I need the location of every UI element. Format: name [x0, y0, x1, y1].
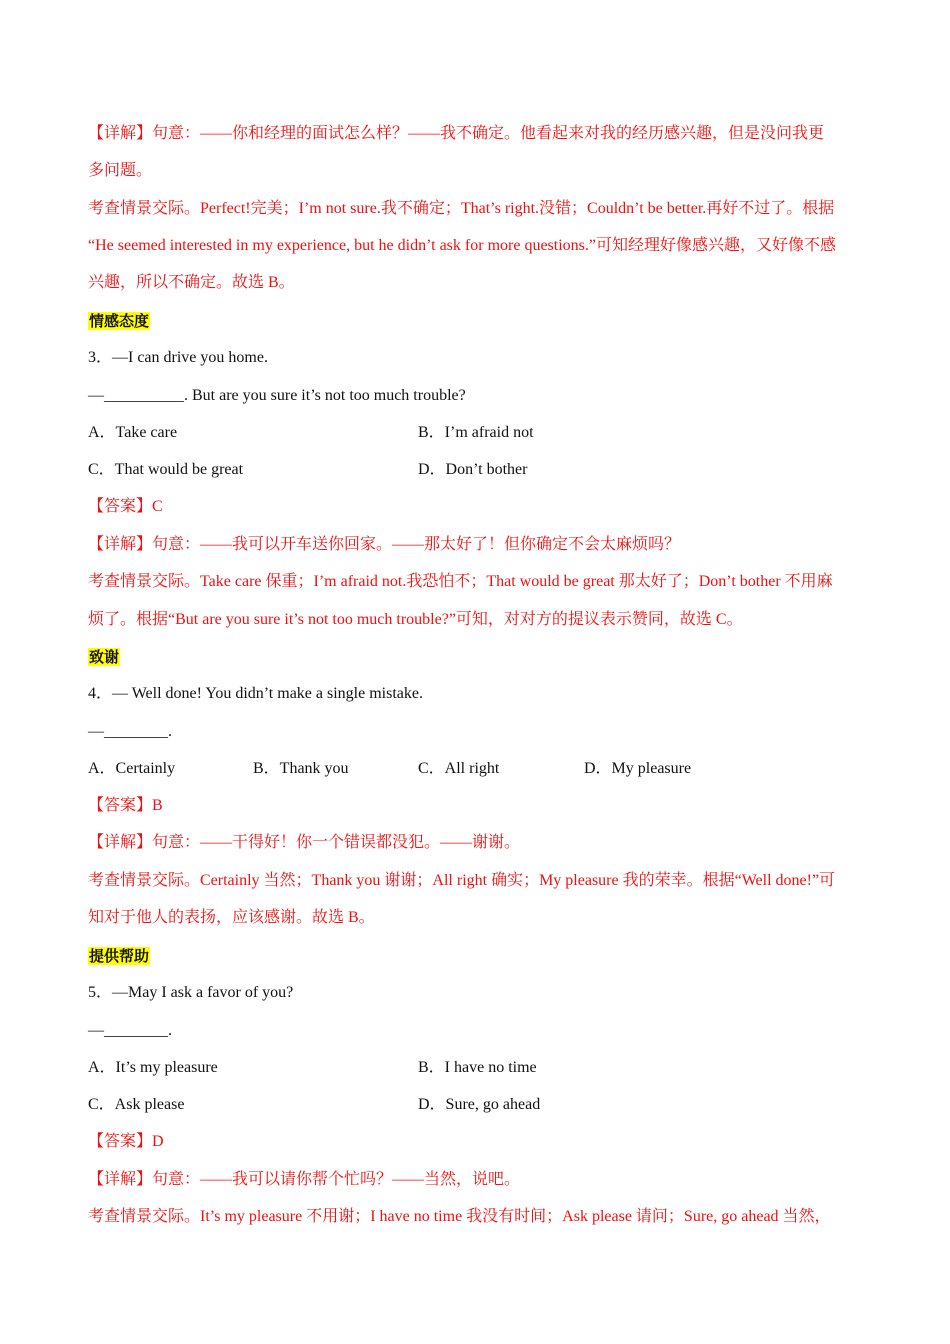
explanation-line: 兴趣，所以不确定。故选 B。 — [88, 274, 295, 291]
explanation-line: 知对于他人的表扬，应该感谢。故选 B。 — [88, 909, 375, 926]
option-c: C．That would be great — [88, 461, 244, 478]
option-a: A．Certainly — [88, 760, 176, 777]
detail-line: 【详解】句意：——你和经理的面试怎么样？——我不确定。他看起来对我的经历感兴趣，但是没问我更 — [88, 125, 825, 142]
option-d: D．Sure, go ahead — [418, 1096, 541, 1113]
option-d: D．Don’t bother — [418, 461, 528, 478]
detail-line: 【详解】句意：——干得好！你一个错误都没犯。——谢谢。 — [88, 834, 521, 851]
answer-line: 【答案】C — [88, 498, 163, 515]
answer-line: 【答案】B — [88, 797, 163, 814]
explanation-line: 考查情景交际。It’s my pleasure 不用谢；I have no time 我没有时间；Ask please 请问；Sure, go ahead 当然， — [88, 1208, 831, 1225]
question-stem: 5．—May I ask a favor of you? — [88, 984, 294, 1001]
section-tag-thanks: 致谢 — [89, 648, 120, 666]
question-blank: —________. — [88, 1022, 172, 1039]
explanation-line: 考查情景交际。Certainly 当然；Thank you 谢谢；All right 确实；My pleasure 我的荣幸。根据“Well done!”可 — [88, 872, 836, 889]
explanation-line: 考查情景交际。Perfect!完美；I’m not sure.我不确定；That’s right.没错；Couldn’t be better.再好不过了。根据 — [88, 200, 835, 217]
option-b: B．Thank you — [253, 760, 349, 777]
question-blank: —__________. But are you sure it’s not too much trouble? — [88, 387, 466, 404]
explanation-line: 考查情景交际。Take care 保重；I’m afraid not.我恐怕不；That would be great 那太好了；Don’t bother 不用麻 — [88, 573, 833, 590]
section-tag-help: 提供帮助 — [89, 947, 150, 965]
section-tag-emotion: 情感态度 — [89, 312, 150, 330]
option-a: A．Take care — [88, 424, 178, 441]
option-b: B．I’m afraid not — [418, 424, 534, 441]
detail-line: 【详解】句意：——我可以开车送你回家。——那太好了！但你确定不会太麻烦吗？ — [88, 536, 681, 553]
question-stem: 3．—I can drive you home. — [88, 349, 268, 366]
option-b: B．I have no time — [418, 1059, 537, 1076]
question-stem: 4．— Well done! You didn’t make a single mistake. — [88, 685, 423, 702]
explanation-line: “He seemed interested in my experience, but he didn’t ask for more questions.”可知经理好像感兴趣，又好像不感 — [88, 237, 836, 254]
question-blank: —________. — [88, 723, 172, 740]
section-heading — [88, 311, 150, 332]
option-c: C．All right — [418, 760, 500, 777]
explanation-line: 烦了。根据“But are you sure it’s not too much trouble?”可知，对对方的提议表示赞同，故选 C。 — [88, 611, 743, 628]
section-heading — [88, 946, 150, 967]
answer-line: 【答案】D — [88, 1133, 164, 1150]
detail-line: 【详解】句意：——我可以请你帮个忙吗？——当然，说吧。 — [88, 1171, 521, 1188]
option-c: C．Ask please — [88, 1096, 185, 1113]
option-d: D．My pleasure — [584, 760, 692, 777]
section-heading — [88, 647, 120, 668]
detail-line: 多问题。 — [88, 162, 153, 179]
option-a: A．It’s my pleasure — [88, 1059, 218, 1076]
